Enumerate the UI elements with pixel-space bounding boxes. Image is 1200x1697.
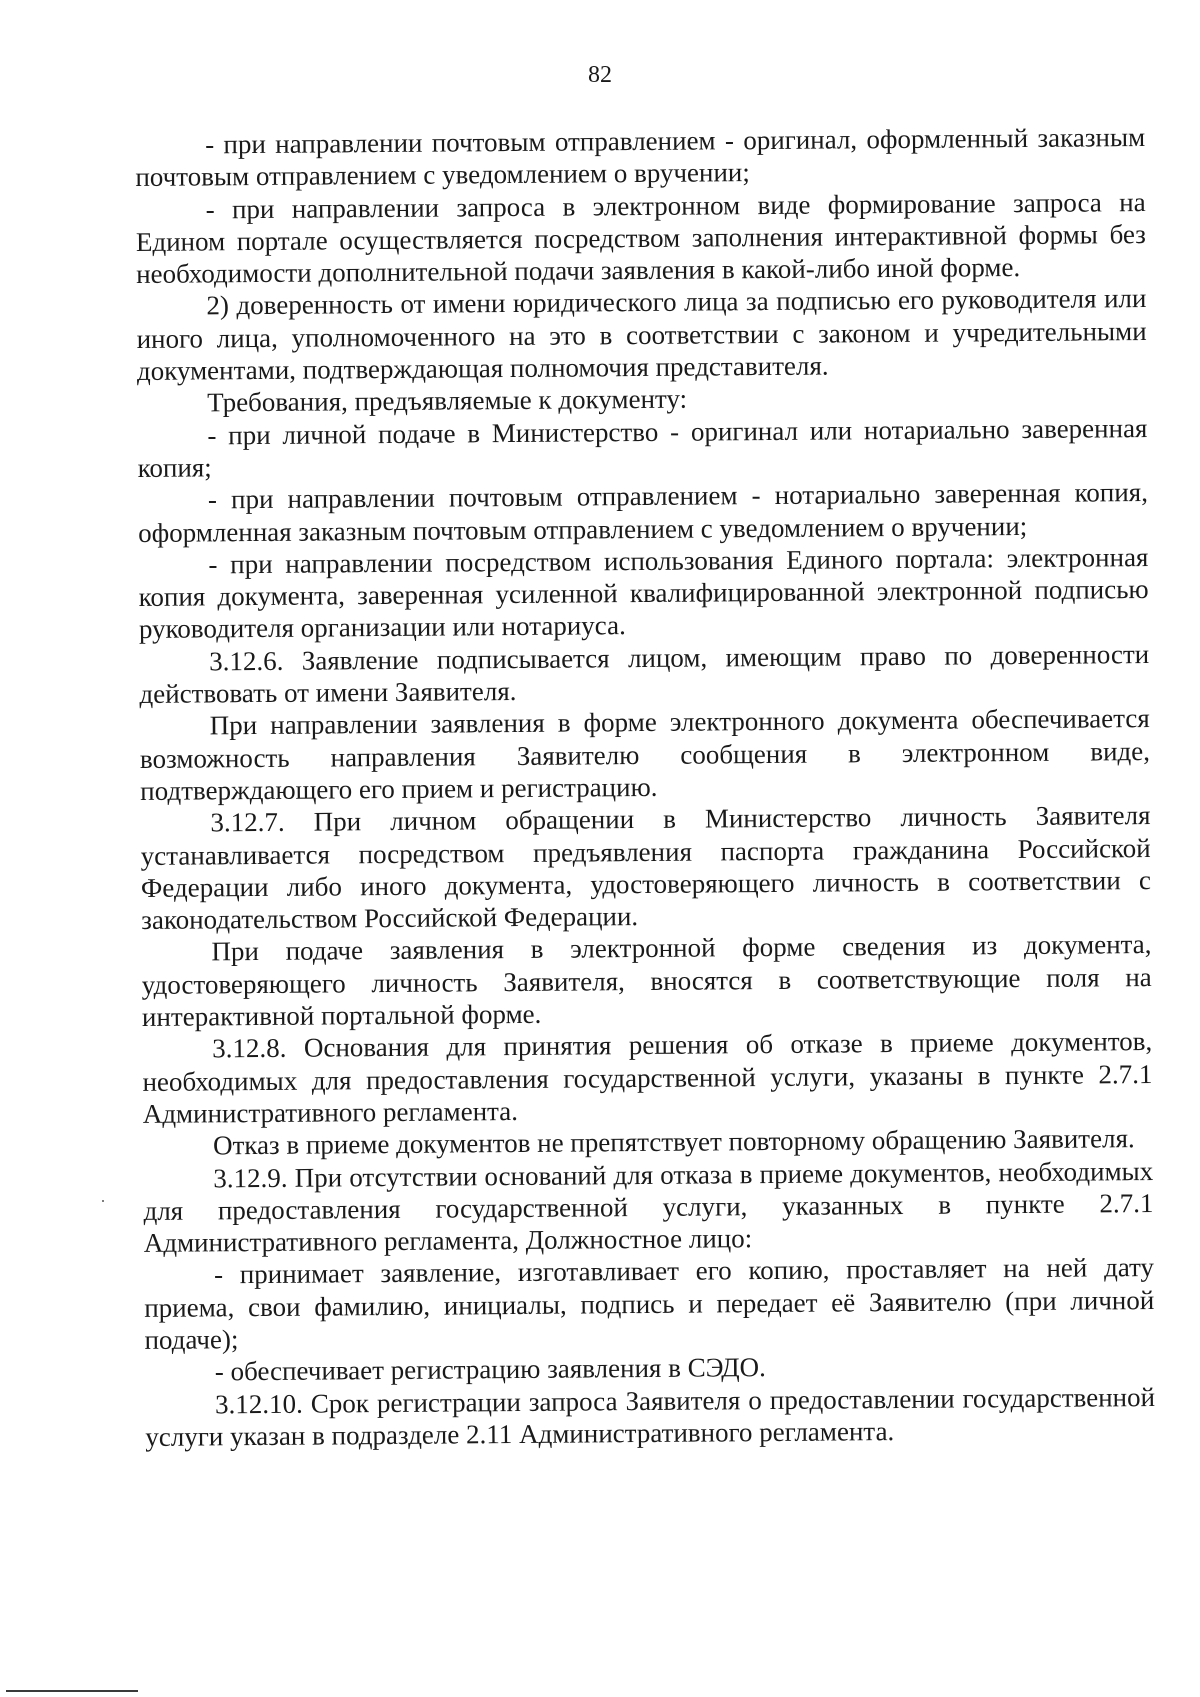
scan-speck: [102, 1200, 104, 1202]
paragraph: 2) доверенность от имени юридического лица за подписью его руководителя или иного лица, уполномоченного на это в соответствии с законом и учредительными документами, подтверждающая полномочия представителя.: [136, 283, 1147, 387]
paragraph: При подаче заявления в электронной форме сведения из документа, удостоверяющего личность Заявителя, вносятся в соответствующие поля на интерактивной портальной форме.: [141, 929, 1152, 1032]
paragraph: 3.12.7. При личном обращении в Министерство личность Заявителя устанавливается посредством предъявления паспорта гражданина Российской Федерации либо иного документа, удостоверяющего личность в соответствии с законодательством Российской Федерации.: [140, 800, 1152, 936]
paragraph: - обеспечивает регистрацию заявления в СЭДО.: [214, 1352, 766, 1387]
paragraph: 3.12.9. При отсутствии оснований для отказа в приеме документов, необходимых для предоставления государственной услуги, указанных в пункте 2.7.1 Административного регламента, Должностное лицо:: [143, 1155, 1154, 1259]
paragraph: - при направлении почтовым отправлением - оригинал, оформленный заказным почтовым отправлением с уведомлением о вручении;: [135, 122, 1146, 193]
paragraph: - при личной подаче в Министерство - оригинал или нотариально заверенная копия;: [137, 412, 1148, 483]
page-number: 82: [588, 62, 612, 88]
paragraph: - принимает заявление, изготавливает его копию, проставляет на ней дату приема, свои фамилию, инициалы, подпись и передает её Заявителю (при личной подаче);: [144, 1252, 1155, 1355]
paragraph: Требования, предъявляемые к документу:: [207, 384, 688, 418]
paragraph: - при направлении запроса в электронном виде формирование запроса на Едином портале осуществляется посредством заполнения интерактивной формы без необходимости дополнительной подачи заявления в какой-либо иной форме.: [135, 186, 1146, 290]
paragraph: 3.12.10. Срок регистрации запроса Заявителя о предоставлении государственной услуги указан в подразделе 2.11 Административного регламента.: [145, 1381, 1156, 1452]
paragraph: 3.12.8. Основания для принятия решения об отказе в приеме документов, необходимых для предоставления государственной услуги, указаны в пункте 2.7.1 Административного регламента.: [142, 1026, 1153, 1129]
paragraph: - при направлении посредством использования Единого портала: электронная копия документа, заверенная усиленной квалифицированной электронной подписью руководителя организации или нотариуса.: [138, 541, 1149, 645]
document-body: [135, 121, 1155, 1453]
paragraph: - при направлении почтовым отправлением - нотариально заверенная копия, оформленная заказным почтовым отправлением с уведомлением о вручении;: [138, 477, 1149, 548]
paragraph: При направлении заявления в форме электронного документа обеспечивается возможность направления Заявителю сообщения в электронном виде, подтверждающего его прием и регистрацию.: [139, 703, 1151, 806]
scan-edge-line: [6, 1690, 138, 1692]
paragraph: Отказ в приеме документов не препятствует повторному обращению Заявителя.: [212, 1123, 1135, 1161]
paragraph: 3.12.6. Заявление подписывается лицом, имеющим право по доверенности действовать от имени Заявителя.: [139, 638, 1150, 709]
